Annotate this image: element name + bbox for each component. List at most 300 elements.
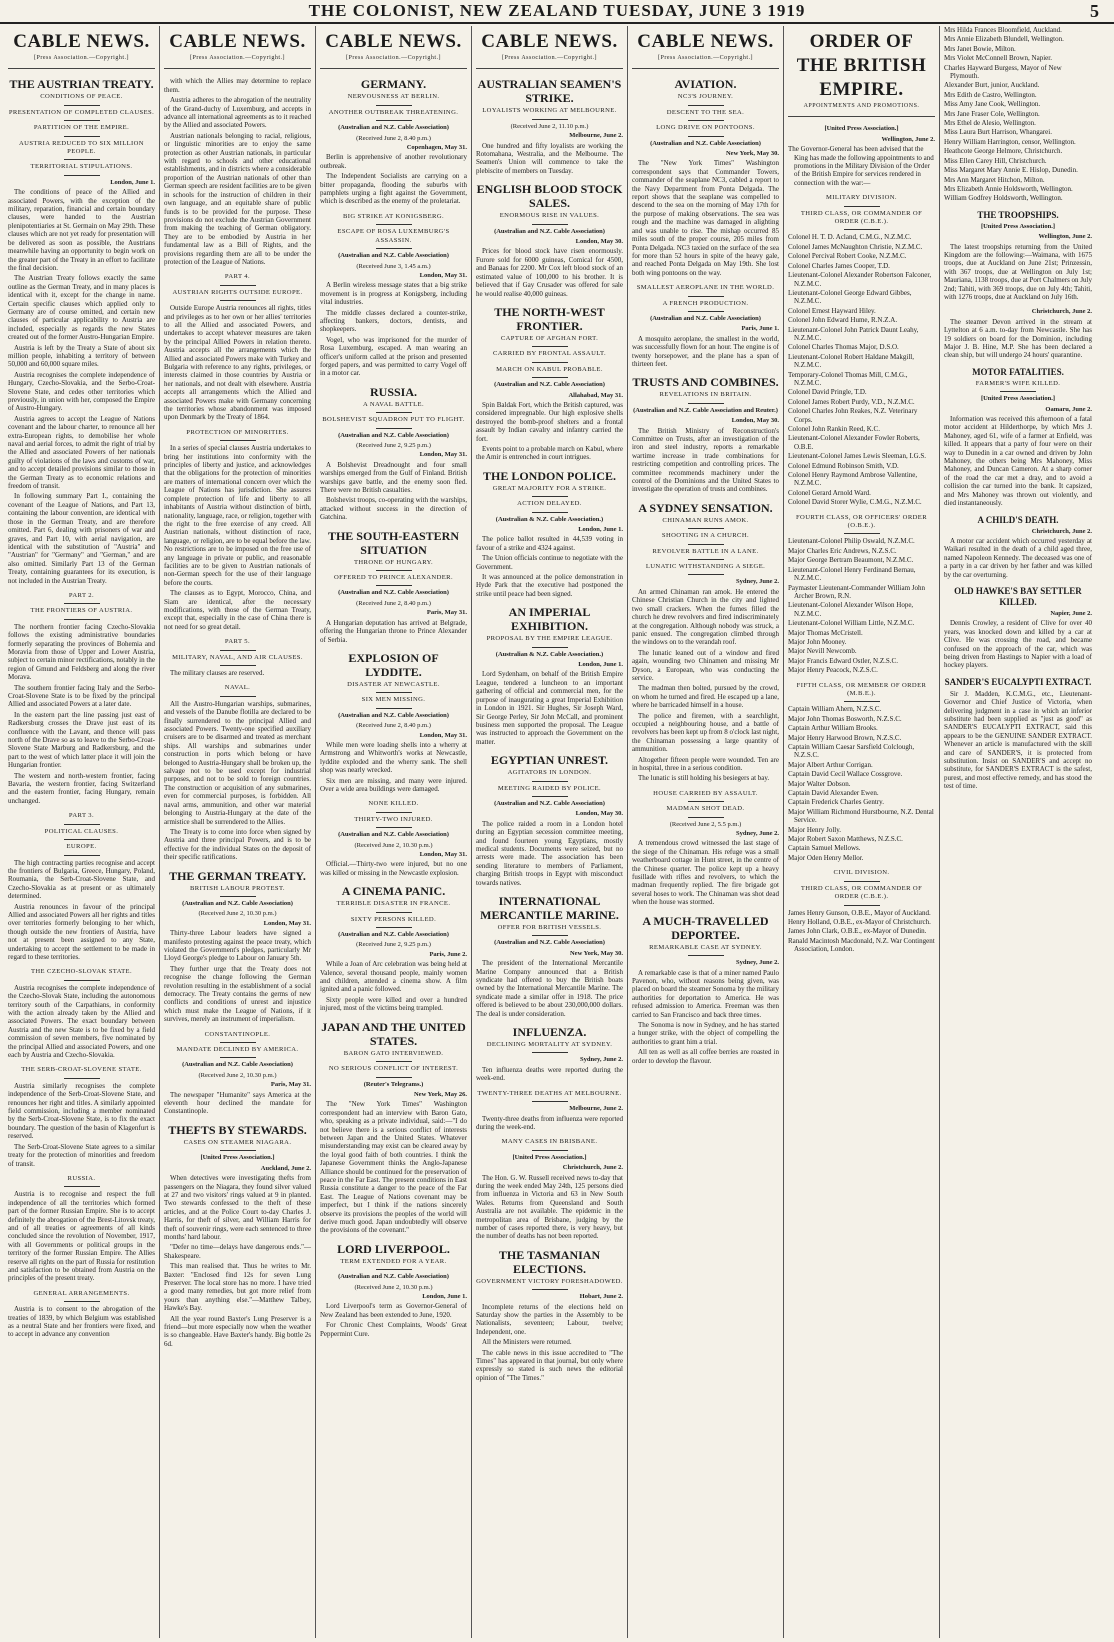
article (788, 682, 935, 863)
article-subheading: FIFTH CLASS, OR MEMBER OF ORDER (M.B.E.). (796, 681, 927, 697)
place-dateline: Christchurch, June 2. (562, 1164, 623, 1172)
article-paragraph: The lunatic is still holding his besiegers at bay. (638, 774, 770, 783)
column-1 (4, 26, 160, 1638)
article (8, 77, 155, 585)
article-subheading: ESCAPE OF ROSA LUXEMBURG'S ASSASSIN. (337, 228, 450, 244)
article (164, 429, 311, 631)
received-dateline: (Received June 2, 10.30 p.m.) (198, 910, 277, 918)
honours-list-entry: Major John Mooney. (788, 637, 847, 646)
article-paragraph: A tremendous crowd witnessed the last stage of the siege of the Chinaman. His refuge was a small weatherboard cottage in Hunt street, in the centre of the Chinese quarter. The police kept up a heavy fusillade with rifles and revolvers, to which the madman frequently replied. The fire brigade got several hoses to work. The Chinaman was shot dead when the house was stormed. (632, 839, 779, 907)
article (164, 869, 311, 1024)
article-headline: AN IMPERIAL EXHIBITION. (508, 605, 591, 634)
honours-list-entry: Colonel Charles John Reakes, N.Z. Veterinary Corps. (788, 407, 918, 424)
article-subheading: LOYALISTS WORKING AT MELBOURNE. (482, 107, 617, 115)
article-paragraph: The British Ministry of Reconstruction's Committee on Trusts, after an investigation of the iron and steel industry, reports a remarkable wartime increase in trade combinations for restricting competition and controlling prices. The committee recommends machinery under the control of the Dominions and the United States to investigate the operation of trusts and combines. (632, 426, 779, 494)
article-paragraph: Incomplete returns of the elections held on Saturday show the parties in the Assembly to be Nationalists, seventeen; Labour, twelve; Independent, one. (476, 1302, 623, 1336)
subheading-rule (376, 248, 412, 249)
article (8, 968, 155, 1059)
honours-list-entry: Captain David Alexander Ewen. (788, 789, 879, 798)
article-subheading: MILITARY, NAVAL, AND AIR CLAUSES. (172, 653, 303, 661)
article (476, 1025, 623, 1083)
subheading-rule (376, 812, 412, 813)
article-paragraph: Twenty-three deaths from influenza were reported during the week-end. (476, 1114, 623, 1131)
honours-list-entry: Mrs Ethel de Alesio, Wellington. (944, 119, 1036, 128)
article-headline: OLD HAWKE'S BAY SETTLER KILLED. (954, 585, 1082, 607)
subheading-rule (844, 229, 880, 230)
article-paragraph: Spin Baldak Fort, which the British captured, was considered impregnable. Our high explosive shells destroyed the bomb-proof shelters and a frontal assault by Indian cavalry and infantry carried the fort. (476, 400, 623, 443)
subheading-rule (64, 980, 100, 981)
honours-list-entry: Colonel Charles James Cooper, T.D. (788, 261, 890, 270)
article-paragraph: Information was received this afternoon of a fatal motor accident at Hilderthorpe, by which Mrs J. Mahoney, aged 61, wife of a farmer at Enfield, was killed. It appears that a party of four were on their way to Dunedin in a car owned and driven by John Mahoney, the others being Mrs Mahoney, Miss Mahoney, and Duncan Cameron. At a sharp corner of the road the car met a dray, and to avoid a collision the car turned into the bank. It capsized, and Mrs Mahoney was thrown out violently, and died instantaneously. (944, 415, 1092, 508)
honours-list-entry: Colonel James McNaughton Christie, N.Z.M.C. (788, 242, 923, 251)
cable-association: (Australian & N.Z. Cable Association.) (495, 650, 604, 658)
article (164, 273, 311, 422)
article (164, 1123, 311, 1348)
subheading-rule (532, 935, 568, 936)
article (788, 869, 935, 953)
subheading-rule (844, 905, 880, 906)
subheading-rule (688, 817, 724, 818)
subheading-rule (532, 512, 568, 513)
article-paragraph: Austria agrees to accept the League of Nations covenant and the labour charter, to renounce all her extra-European rights, to demobilise her whole naval and aerial forces, to admit the right of trial by the Allied and associated Powers of her nationals guilty of violations of the laws and customs of war, and to accept detailed provisions similar to those in the German Treaty as to economic relations and freedom of transit. (8, 414, 155, 491)
article-paragraph: The conditions of peace of the Allied and associated Powers, with the exception of the military, reparation, financial and certain boundary clauses, were handed to the Austrian plenipotentiaries at St. Germain on May 29th. These clauses which are not yet ready for presentation will be delivered as soon as possible, the Austrians meanwhile having an opportunity to begin work on the greater part of the Treaty in an effort to facilitate the final decision. (8, 188, 155, 272)
article-paragraph: Six men are missing, and many were injured. Over a wide area buildings were damaged. (320, 776, 467, 793)
honours-list-entry: Colonel James Robert Purdy, V.D., N.Z.M.C. (788, 397, 915, 406)
subheading-rule (532, 362, 568, 363)
article-headline: LORD LIVERPOOL. (337, 1241, 450, 1256)
honours-list-entry: Mrs Edith de Castro, Wellington. (944, 90, 1037, 99)
honours-list-entry: James John Clark, O.B.E., ex-Mayor of Dunedin. (788, 927, 927, 936)
place-dateline: Auckland, June 2. (260, 1164, 311, 1172)
received-dateline: (Received June 2, 9.25 p.m.) (356, 941, 431, 949)
article-paragraph: A Hungarian deputation has arrived at Belgrade, offering the Hungarian throne to Prince Alexander of Serbia. (320, 618, 467, 644)
article-subheading: FARMER'S WIFE KILLED. (975, 379, 1061, 387)
article-headline: GERMANY. (360, 77, 427, 92)
place-dateline: Paris, May 31. (270, 1081, 311, 1089)
article (164, 684, 311, 861)
cable-association: (Reuter's Telegrams.) (363, 1080, 424, 1088)
article-subheading: PARTITION OF THE EMPIRE. (33, 124, 130, 132)
received-dateline: (Received June 3, 1.45 a.m.) (356, 262, 431, 270)
place-dateline: Wellington, June 2. (881, 135, 935, 143)
press-association-line: [Press Association.—Copyright.] (632, 54, 779, 69)
article-subheading: POLITICAL CLAUSES. (44, 827, 119, 835)
subheading-rule (532, 1289, 568, 1290)
article-paragraph: with which the Allies may determine to replace them. (164, 77, 311, 94)
article-paragraph: A mosquito aeroplane, the smallest in the world, was successfully flown for an hour. The engine is of twenty horsepower, and the plane has a span of thirteen feet. (632, 334, 779, 368)
honours-list-entry: Miss Margaret Mary Annie E. Hislop, Dunedin. (944, 166, 1078, 175)
place-dateline: Napier, June 2. (1050, 609, 1092, 617)
column-7 (940, 26, 1096, 1638)
subheading-rule (64, 136, 100, 137)
received-dateline: (Received June 2, 9.25 p.m.) (356, 442, 431, 449)
honours-list-entry: Captain Arthur William Brooks. (788, 724, 878, 733)
article-headline: THE AUSTRIAN TREATY. (9, 77, 154, 92)
honours-list-entry: Major Albert Arthur Corrigan. (788, 760, 873, 769)
article (476, 605, 623, 746)
article-subheading: THE FRONTIERS OF AUSTRIA. (30, 607, 133, 615)
honours-list-entry: Colonel David Pringle, T.D. (788, 388, 867, 397)
honours-list-entry: Major George Bertram Beaumont, N.Z.M.C. (788, 556, 914, 565)
article-headline: EGYPTIAN UNREST. (490, 753, 609, 768)
honours-list-entry: Major Robert Saxon Matthews, N.Z.S.C. (788, 835, 903, 844)
honours-list-entry: James Henry Gunson, O.B.E., Mayor of Auckland. (788, 908, 931, 917)
article-paragraph: Austria recognises the complete independence of the Czecho-Slovak State, including the autonomous territory south of the Carpathians, in conformity with the action already taken by the Allied and associated Powers. The exact boundary between Austria and the new State is to be fixed by a field commission of seven members, five nominated by the principal Allied and associated Powers, and one each by Austria and Czecho-Slovakia. (8, 983, 155, 1060)
article-subheading: NAVAL. (224, 684, 251, 692)
article (320, 385, 467, 522)
article-subheading: MARCH ON KABUL PROBABLE. (496, 365, 603, 373)
article-subheading: HOUSE CARRIED BY ASSAULT. (653, 789, 758, 797)
honours-list-entry: Major Nevill Newcomb. (788, 647, 857, 656)
article (164, 77, 311, 266)
place-dateline: Allahabad, May 31. (568, 391, 623, 399)
article-paragraph: The clauses as to Egypt, Morocco, China, and Siam are identical, after the necessary modifications, with those of the German Treaty, except that, especially in the case of China there is not need for so great detail. (164, 589, 311, 631)
subheading-rule (688, 403, 724, 404)
subheading-rule (220, 896, 256, 897)
honours-list-entry: Colonel Gerard Arnold Ward. (788, 488, 871, 497)
subheading-rule (688, 801, 724, 802)
honours-list-entry: Major Walter Dobson. (788, 779, 851, 788)
honours-list-entry: Alexander Burt, junior, Auckland. (944, 81, 1040, 90)
cable-association: (Australian and N.Z. Cable Association) (494, 381, 605, 389)
article (476, 1138, 623, 1240)
article-subheading: EUROPE. (66, 843, 97, 851)
article-subheading: THRONE OF HUNGARY. (353, 558, 434, 566)
subheading-rule (64, 175, 100, 176)
place-dateline: London, June 1. (578, 661, 623, 669)
received-dateline: (Received June 2, 5.5 p.m.) (669, 820, 742, 828)
received-dateline: (Received June 2, 8.40 p.m.) (356, 134, 431, 142)
honours-list-entry: Major John Thomas Bosworth, N.Z.S.C. (788, 714, 902, 723)
article-subheading: BIG STRIKE AT KONIGSBERG. (342, 212, 445, 220)
article-paragraph: Austria is left by the Treaty a State of about six million people, inhabiting a territory of between 50,000 and 60,000 square miles. (8, 343, 155, 369)
article-subheading: CHINAMAN RUNS AMOK. (662, 516, 749, 524)
article (476, 1248, 623, 1382)
subheading-rule (220, 665, 256, 666)
subheading-rule (688, 544, 724, 545)
subheading-rule (376, 708, 412, 709)
cable-association: (Australian and N.Z. Cable Association) (338, 124, 449, 132)
place-dateline: Melbourne, June 2. (569, 1105, 623, 1113)
article-subheading: SHOOTING IN A CHURCH. (661, 532, 750, 540)
subheading-rule (220, 650, 256, 651)
article-paragraph: The "New York Times" Washington correspondent says that Commander Towers, commander of the seaplane NC3, cabled a report to the Navy Department from Ponta Delgada. The report shows that the seaplane was compelled to descend to the sea on the morning of May 17th for the purpose of making observations. The sea was rough and the machine was damaged in alighting and was unable to rise. The mishap occurred 85 miles south of the proper course, 205 miles from Ponta Delgada. NC3 taxied on the surface of the sea for more than 52 hours in spite of the heavy gale, and reached Ponta Delgada on May 19th. She lost both wing pontoons on the way. (632, 159, 779, 277)
article-paragraph: The police ballot resulted in 44,539 voting in favour of a strike and 4324 against. (476, 535, 623, 552)
article-paragraph: Prices for blood stock have risen enormously. Furore sold for 6000 guineas, Comical for 4500, and Banaas for 2200. Mr Cox left blood stock of an estimated value of 100,000 to his brother. It is believed that if Gay Crusader was offered for sale he would realise 40,000 guineas. (476, 247, 623, 298)
subheading-rule (220, 1042, 256, 1043)
honours-list-entry: Mrs Hilda Frances Bloomfield, Auckland. (944, 26, 1062, 34)
article-subheading: SIX MEN MISSING. (361, 696, 426, 704)
press-association-line: [Press Association.—Copyright.] (8, 54, 155, 69)
article-paragraph: When detectives were investigating thefts from passengers on the Niagara, they found silver valued at 27 and two visitors' rings valued at 9 in planted. Two stewards confessed to the theft of these articles, and at the Police Court to-day Charles J. Harris, for theft of silver, and William Harris for theft of souvenir rings, were each sentenced to three months' hard labour. (164, 1174, 311, 1241)
honours-list-entry: Lieutenant-Colonel Alexander Fowler Roberts, O.B.E. (788, 434, 920, 451)
honours-list-entry: Temporary-Colonel Thomas Mill, C.M.G., N.Z.M.C. (788, 370, 908, 387)
article-subheading: PART 4. (224, 273, 251, 281)
article-headline: A CINEMA PANIC. (341, 884, 446, 899)
article-paragraph: Bolshevist troops, co-operating with the warships, attacked without success in the direction of Gatchina. (320, 496, 467, 522)
subheading-rule (532, 647, 568, 648)
subheading-rule (376, 1061, 412, 1062)
article-paragraph: The Sonoma is now in Sydney, and he has started a hunger strike, with the object of compelling the authorities to grant him a trial. (632, 1020, 779, 1046)
article-headline: THE GERMAN TREATY. (169, 868, 306, 883)
article (8, 1175, 155, 1283)
article-subheading: TERRIBLE DISASTER IN FRANCE. (336, 900, 451, 908)
subheading-rule (532, 781, 568, 782)
article-subheading: PART 3. (68, 812, 95, 820)
article-paragraph: The latest troopships returning from the United Kingdom are the following:—Waimana, with 1675 troops, due at Auckland on June 21st; Prinzessin, with 367 troops, due at Wellington on July 1st; Mauriana, 1138 troops, due at Port Chalmers on July 2nd; Tahiti, with 369 troops, due on July 4th; Tahiti, with 1276 troops, due at Auckland on July 16th. (944, 242, 1092, 301)
article-subheading: SMALLEST AEROPLANE IN THE WORLD. (636, 284, 775, 292)
article-paragraph: A Berlin wireless message states that a big strike movement is in progress at Konigsberg, including vital industries. (320, 281, 467, 307)
article-paragraph: All the year round Baxter's Lung Preserver is a friend—but more especially now when the weather is so changeable. Have Baxter's handy. Big bottle 2s 6d. (164, 1314, 311, 1348)
article-subheading: THIRD CLASS, OR COMMANDER OF ORDER (C.B.E.). (800, 884, 923, 901)
cable-association: [United Press Association.] (200, 1154, 275, 1162)
cable-association: [United Press Association.] (824, 125, 899, 133)
article-paragraph: Austria adheres to the abrogation of the neutrality of the Grand-duchy of Luxemburg, and accepts in advance all international agreements as to it reached by the Allied and associated Powers. (164, 96, 311, 130)
place-dateline: Sydney, June 2. (736, 578, 779, 586)
honours-list-entry: Mrs Ann Margaret Hitchon, Milton. (944, 175, 1045, 184)
subheading-rule (844, 533, 880, 534)
article-headline: THE LONDON POLICE. (482, 468, 617, 483)
article-paragraph: The "New York Times" Washington correspondent had an interview with Baron Gato, who, speaking as a private individual, said:—"I do not believe there is a serious conflict of interests between Japan and the United States. Whatever misunderstanding may exist can be cleared away by the loyal good faith of both countries. I think the Japanese Government thinks the Anglo-Japanese Alliance should be continued for the preservation of peace in the Far East. The present conditions in East Russia constitute a danger to the peace of the Far East. The League of Nations covenant may be imperfect, but I think if the nations sincerely observe its provisions the peoples of the world will derive much good. Japan undoubtedly will observe the provisions of the covenant." (320, 1100, 467, 1235)
column-2 (160, 26, 316, 1638)
honours-list-entry: Henry William Harrington, censor, Wellington. (944, 137, 1076, 146)
subheading-rule (220, 440, 256, 441)
honours-list-entry: Mrs Violet McConnell Brown, Napier. (944, 54, 1052, 63)
article-subheading: GOVERNMENT VICTORY FORESHADOWED. (476, 1277, 623, 1285)
honours-list-entry: William Godfrey Holdsworth, Wellington. (944, 194, 1063, 203)
cable-association: (Australian and N.Z. Cable Association) (182, 1061, 293, 1069)
article (476, 77, 623, 175)
article-headline: EXPLOSION OF LYDDITE. (348, 650, 439, 679)
column-5 (628, 26, 784, 1638)
subheading-rule (688, 296, 724, 297)
article (632, 914, 779, 1065)
article-paragraph: The high contracting parties recognise and accept the frontiers of Bulgaria, Greece, Hungary, Poland, Roumania, the Serb-Croat-Slovene State, and Czecho-Slovakia as at present or as ultimately determined. (8, 858, 155, 901)
article-subheading: TWENTY-THREE DEATHS AT MELBOURNE. (477, 1089, 622, 1097)
article-paragraph: All ten as well as all coffee berries are roasted in order to develop the flavour. (632, 1048, 779, 1065)
honours-list-entry: Lieutenant-Colonel Robert Haldane Makgill, N.Z.M.C. (788, 352, 914, 370)
column-4 (472, 26, 628, 1638)
article-headline: JAPAN AND THE UNITED STATES. (321, 1019, 466, 1048)
honours-list-entry: Major Charles Eric Andrews, N.Z.S.C. (788, 546, 897, 555)
article-paragraph: All the Ministers were returned. (482, 1338, 572, 1347)
place-dateline: New York, May 30. (569, 949, 623, 957)
article-headline: ENGLISH BLOOD STOCK SALES. (476, 182, 623, 211)
cable-association: (Australian and N.Z. Cable Association) (650, 314, 761, 322)
honours-list-entry: Colonel Ernest Hayward Hiley. (788, 306, 876, 315)
honours-list-entry: Miss Ellen Carey Hill, Christchurch. (944, 156, 1047, 165)
subheading-rule (64, 824, 100, 825)
article-subheading: MADMAN SHOT DEAD. (666, 805, 745, 813)
honours-list-entry: Colonel Percival Robert Cooke, N.Z.M.C. (788, 252, 907, 261)
subheading-rule (376, 570, 412, 571)
article-subheading: PART 5. (224, 638, 251, 646)
article-paragraph: The newspaper "Humanite" says America at the eleventh hour declined the mandate for Constantinople. (164, 1090, 311, 1116)
article-subheading: MANDATE DECLINED BY AMERICA. (176, 1046, 299, 1054)
article-headline: THEFTS BY STEWARDS. (168, 1122, 307, 1137)
article-subheading: NERVOUSNESS AT BERLIN. (347, 93, 440, 101)
article-subheading: DECLINING MORTALITY AT SYDNEY. (486, 1041, 613, 1049)
subheading-rule (376, 827, 412, 828)
subheading-rule (64, 619, 100, 620)
honours-list-entry: Colonel Henry Raymond Ambrose Vallentine, N.Z.M.C. (788, 471, 918, 488)
article (164, 1031, 311, 1116)
article-paragraph: The steamer Devon arrived in the stream at Lyttelton at 6 a.m. to-day from Newcastle. She has 19 soldiers on board for the Dominion, including Major J. B. Hine, M.P. She has been declared a clean ship, but will undergo 24 hours' quarantine. (944, 317, 1092, 360)
masthead-title: THE COLONIST, NEW ZEALAND TUESDAY, JUNE 3 1919 (308, 1, 806, 20)
article (788, 194, 935, 506)
article-subheading: REMARKABLE CASE AT SYDNEY. (649, 943, 762, 951)
honours-list-entry: Colonel H. T. D. Acland, C.M.G., N.Z.M.C. (788, 233, 912, 242)
article-subheading: GENERAL ARRANGEMENTS. (33, 1289, 130, 1297)
article (944, 677, 1092, 791)
place-dateline: Paris, May 31. (426, 609, 467, 617)
cable-association: (Australian and N.Z. Cable Association) (338, 431, 449, 439)
article-subheading: DISASTER AT NEWCASTLE. (347, 680, 440, 688)
honours-list-entry: Charles Hayward Burgess, Mayor of New Plymouth. (944, 63, 1062, 81)
subheading-rule (64, 603, 100, 604)
subheading-rule (376, 912, 412, 913)
article-paragraph: Ten influenza deaths were reported during the week-end. (476, 1065, 623, 1083)
article-subheading: NC3'S JOURNEY. (677, 93, 734, 101)
article-paragraph: The Austrian Treaty follows exactly the same outline as the German Treaty, and in many places is identical with it, except for the change in name. Certain specific clauses which applied only to Germany are of course omitted, and certain new clauses of particular applicability to Austria are included, especially as regards the new States created out of the former Austro-Hungarian Empire. (8, 274, 155, 342)
place-dateline: Hobart, June 2. (579, 1293, 623, 1301)
subheading-rule (376, 428, 412, 429)
honours-list-entry: Major Henry Harwood Brown, N.Z.S.C. (788, 733, 902, 742)
subheading-rule (220, 696, 256, 697)
place-dateline: London, May 31. (419, 451, 467, 459)
column-header: CABLE NEWS. (13, 31, 150, 52)
article-headline: AUSTRALIAN SEAMEN'S STRIKE. (477, 77, 622, 106)
subheading-rule (844, 206, 880, 207)
place-dateline: London, May 31. (419, 731, 467, 739)
press-association-line: [Press Association.—Copyright.] (164, 54, 311, 69)
honours-list-entry: Major William Richmond Hurstbourne, N.Z. Dental Service. (788, 807, 934, 825)
honours-list-entry: Major Francis Edward Ostler, N.Z.S.C. (788, 656, 898, 665)
article-paragraph: For Chronic Chest Complaints, Woods' Great Peppermint Cure. (320, 1321, 467, 1338)
place-dateline: London, June 1. (422, 1293, 467, 1301)
subheading-rule (376, 585, 412, 586)
article-paragraph: Austrian nationals belonging to racial, religious, or linguistic minorities are to enjoy the same protection as other Austrian nationals, in particular with regard to schools and other educational establishments, and in districts where a considerable proportion of the Austrian nationals of other than German speech are resident facilities are to be given in schools for the instruction of children in their own language, and an equitable share of public funds is to be provided for the purpose. These provisions do not exclude the Austrian Government from making the teaching of German obligatory. They are to be embodied by Austria in her fundamental law as a Bill of Rights, and the provisions regarding them are all to be under the protection of the League of Nations. (164, 131, 311, 266)
honours-list-entry: Heathcote George Helmore, Christchurch. (944, 147, 1063, 156)
article-paragraph: Lord Liverpool's term as Governor-General of New Zealand has been extended to June, 1920. (320, 1302, 467, 1319)
article-headline: A CHILD'S DEATH. (977, 514, 1059, 525)
article-subheading: CONDITIONS OF PEACE. (40, 93, 123, 101)
subheading-rule (532, 796, 568, 797)
page-number: 5 (1090, 1, 1100, 21)
article-headline: RUSSIA. (369, 384, 417, 399)
cable-association: [United Press Association.] (512, 1153, 587, 1161)
subheading-rule (688, 955, 724, 956)
article-paragraph: The middle classes declared a counter-strike, affecting bankers, doctors, dentists, and shopkeepers. (320, 308, 467, 334)
article (476, 1090, 623, 1132)
honours-list-entry: Paymaster Lieutenant-Commander William John Archer Brown, R.N. (788, 583, 926, 600)
cable-association: (Australian and N.Z. Cable Association) (650, 139, 761, 147)
honours-list-entry: Mrs Elizabeth Annie Holdsworth, Wellington. (944, 184, 1073, 193)
honours-list-entry: Miss Amy Jane Cook, Wellington. (944, 100, 1041, 109)
article (944, 367, 1092, 508)
article-subheading: NO SERIOUS CONFLICT OF INTEREST. (328, 1065, 459, 1073)
place-dateline: London, May 30. (575, 238, 623, 246)
article (944, 210, 1092, 302)
place-dateline: Christchurch, June 2. (1031, 308, 1092, 316)
article-headline: INTERNATIONAL MERCANTILE MARINE. (480, 894, 619, 922)
subheading-rule (688, 120, 724, 121)
article-paragraph: Austria is to recognise and respect the full independence of all the territories which formed part of the former Russian Empire. She is to accept definitely the abrogation of the Brest-Litovsk treaty, and of all treaties or agreements of all kinds concluded since the revolution of November, 1917, with all Governments or political groups in the territory of the former Russian Empire. The Allies reserve all rights on the part of Russia for restitution and satisfaction to be obtained from Austria on the principles of the present treaty. (8, 1190, 155, 1283)
article-subheading: CARRIED BY FRONTAL ASSAULT. (492, 350, 607, 358)
received-dateline: (Received June 2, 11.10 p.m.) (510, 122, 589, 130)
article-paragraph: Thirty-three Labour leaders have signed a manifesto protesting against the peace treaty, which violated the Government's pledges, particularly Mr Lloyd George's pledge to Labour on January 5th. (164, 929, 311, 963)
subheading-rule (532, 496, 568, 497)
article-subheading: LUNATIC WITHSTANDING A SIEGE. (645, 563, 766, 571)
article (788, 514, 935, 675)
subheading-rule (220, 1057, 256, 1058)
article-paragraph: While a Joan of Arc celebration was being held at Valence, several thousand people, mainly women and children, attended a cinema show. A film ignited and a panic followed. (320, 960, 467, 994)
article (320, 800, 467, 877)
place-dateline: Sydney, June 2. (736, 959, 779, 967)
place-dateline: London, May 31. (419, 851, 467, 858)
article (320, 1242, 467, 1338)
received-dateline: (Received June 2, 10.30 p.m.) (354, 841, 433, 849)
cable-association: [United Press Association.] (980, 222, 1056, 230)
article-subheading: A FRENCH PRODUCTION. (662, 299, 749, 307)
article-subheading: TERRITORIAL STIPULATIONS. (30, 163, 133, 171)
article-paragraph: Official.—Thirty-two were injured, but no one was killed or missing in the Newcastle explosion. (320, 860, 467, 877)
article-paragraph: The madman then bolted, pursued by the crowd, on whom he turned and fired. He escaped up a lane, where he barricaded himself in a house. (632, 684, 779, 710)
article-subheading: DESCENT TO THE SEA. (666, 108, 745, 116)
article-paragraph: The lunatic leaned out of a window and fired again, wounding two Chinamen and missing Mr Dyson, a European, who was conducting the service. (632, 648, 779, 682)
article (476, 469, 623, 598)
article-paragraph: Austria is to consent to the abrogation of the treaties of 1839, by which Belgium was established as a neutral State and her frontiers were fixed, and to accept in advance any convention (8, 1305, 155, 1339)
place-dateline: Paris, June 1. (741, 325, 779, 333)
honours-list-entry: Colonel John Edward Hume, R.N.Z.A. (788, 316, 898, 325)
article (476, 305, 623, 462)
article-subheading: OFFERED TO PRINCE ALEXANDER. (333, 574, 454, 582)
honours-list-entry: Major Henry Peacock, N.Z.S.C. (788, 666, 878, 675)
article (8, 592, 155, 805)
subheading-rule (688, 105, 724, 106)
subheading-rule (64, 1301, 100, 1302)
article-paragraph: An armed Chinaman ran amok. He entered the Chinese Christian Church in the city and lighted two small crackers. When the fumes filled the church he drew revolvers and fired indiscriminately at the congregation. Although nobody was struck, a panic ensued. The congregation climbed through the windows on to the verandah roof. (632, 587, 779, 647)
place-dateline: London, May 31. (263, 919, 311, 927)
subheading-rule (376, 412, 412, 413)
cable-association: (Australian and N.Z. Cable Association) (494, 227, 605, 235)
cable-association: (Australian and N.Z. Cable Association) (182, 899, 293, 907)
article-headline: TRUSTS AND COMBINES. (632, 375, 779, 390)
received-dateline: (Received June 2, 10.30 p.m.) (354, 1283, 433, 1291)
article-subheading: THE SERB-CROAT-SLOVENE STATE. (21, 1066, 142, 1074)
cable-association: (Australian and N.Z. Cable Association) (338, 931, 449, 939)
cable-association: (Australian and N.Z. Cable Association) (338, 1273, 449, 1281)
place-dateline: Wellington, June 2. (1038, 233, 1092, 241)
subheading-rule (376, 105, 412, 106)
article-paragraph: This man realised that. Thus he writes to Mr. Baxter: "Enclosed find 12s for seven Lung Preserver. The local store has no more. I have tried a good many remedies, but got more relief from yours than anything else."—Matthew Talbey, Hawke's Bay. (164, 1262, 311, 1313)
article-paragraph: A remarkable case is that of a miner named Paulo Pavenon, who, without reasons being given, was placed on board the steamer Sonoma by the military authorities for deportation to America. He was refused admission to America. Freeman was then carried to San Francisco and back three times. (632, 968, 779, 1019)
article-subheading: CIVIL DIVISION. (833, 869, 890, 877)
article-paragraph: Outside Europe Austria renounces all rights, titles and privileges as to her own or her allies' territories to all the Allied and associated Powers, and undertakes to accept whatever measures are taken by the principal Allied Powers in relation thereto. Austria accepts all the arrangements which the Allied and associated Powers make with Turkey and Bulgaria with reference to any rights, privileges, or interests claimed in those countries by Austria or her nationals, and not dealt with elsewhere. Austria accepts all arrangements which the Allied and associated Powers make with Germany concerning the territories whose abandonment was imposed upon Denmark by the Treaty of 1864. (164, 304, 311, 422)
article-paragraph: Sixty people were killed and over a hundred injured, most of the victims being trampled. (320, 995, 467, 1013)
article-paragraph: The police and firemen, with a searchlight, occupied a neighbouring house, and a battle of revolvers has been kept up from 8 o'clock last night, the Chinaman possessing a large quantity of ammunition. (632, 711, 779, 754)
article-paragraph: Austria renounces in favour of the principal Allied and associated Powers all her rights and titles over territories formerly belonging to her which, though outside the new frontiers of Austria, have not at present been assigned to any State, undertaking to accept the settlement to be made in regard to these territories. (8, 902, 155, 961)
subheading-rule (844, 701, 880, 702)
article (476, 753, 623, 887)
column-header: CABLE NEWS. (637, 31, 774, 52)
article-paragraph: Lord Sydenham, on behalf of the British Empire League, tendered a luncheon to an important gathering of official and commercial men, for the purpose of inaugurating a great Imperial Exhibition in London in 1921. Sir Hughes, Sir Joseph Ward, Sir George Perley, Sir John McCall, and prominent business men supported the proposal. The League was instructed to approach the Government on the matter. (476, 670, 623, 746)
place-dateline: Melbourne, June 2. (569, 132, 623, 140)
column-header: CABLE NEWS. (325, 31, 462, 52)
article-paragraph: In following summary Part I., containing the covenant of the League of Nations, and Part 13, containing the labour convention, are identical with those in the German Treaty, and are therefore omitted. Part 6, dealing with prisoners of war and graves, and Part 10, with aerial navigation, are identical with the substitution of "Austria" and "Austrian" for "Germany" and "German," and are also omitted. Similarly Part 13 of the German Treaty, containing guarantees for its execution, is not included in the Austrian Treaty. (8, 492, 155, 585)
article-subheading: THE CZECHO-SLOVAK STATE. (30, 968, 133, 976)
article-subheading: PART 2. (68, 591, 95, 599)
